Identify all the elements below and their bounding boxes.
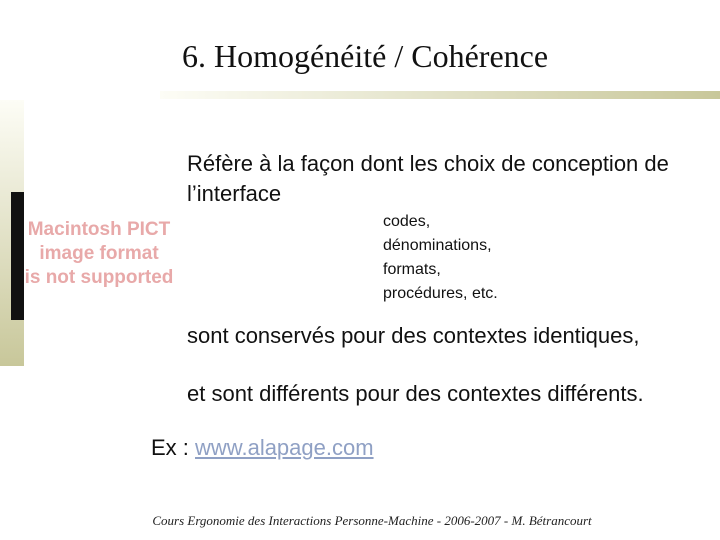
slide-title: 6. Homogénéité / Cohérence [181,38,549,74]
list-item: procédures, etc. [383,285,498,302]
example-line [151,435,374,461]
example-link[interactable]: www.alapage.com [195,435,374,460]
list-item: codes, [383,213,431,230]
placeholder-line: is not supported [24,267,174,288]
identical-contexts-text: sont conservés pour des contextes identiques, [187,323,640,348]
different-contexts-text: et sont différents pour des contextes différents. [187,381,644,406]
placeholder-line: image format [39,243,159,264]
list-item: formats, [383,261,441,278]
conventions-list [383,210,498,306]
placeholder-line: Macintosh PICT [27,219,171,240]
intro-text: Réfère à la façon dont les choix de conception de l’interface [187,151,669,206]
list-item: dénominations, [383,237,492,254]
unsupported-image-placeholder [11,218,187,290]
title-underline [160,91,720,99]
example-label: Ex : [151,435,196,460]
slide-footer: Cours Ergonomie des Interactions Personne-Machine - 2006-2007 - M. Bétrancourt [152,513,592,528]
